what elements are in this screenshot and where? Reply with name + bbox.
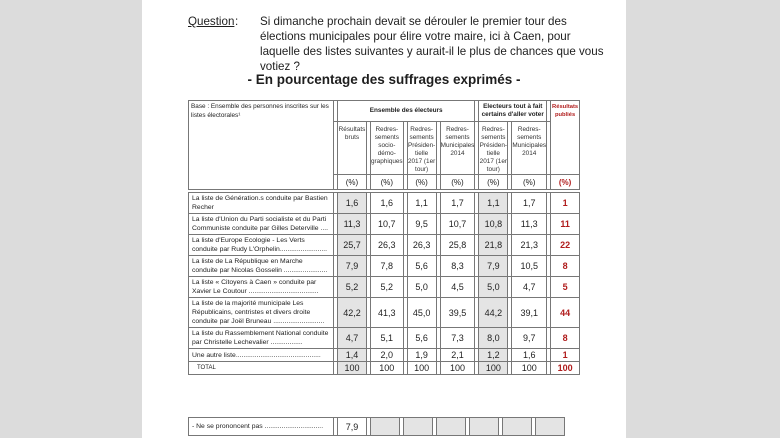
list-label: La liste de la majorité municipale Les Républicains, centristes et divers droite conduite par Joël Bruneau ...........................	[189, 298, 334, 328]
published-results-header: Résultats publiés	[551, 101, 580, 175]
value-cell: 5,0	[479, 277, 508, 298]
value-cell: 5,2	[338, 277, 367, 298]
percent-unit: (%)	[371, 175, 404, 190]
total-row	[189, 362, 580, 375]
value-cell: 100	[440, 362, 475, 375]
value-cell: 5,1	[371, 328, 404, 349]
percent-unit-published: (%)	[551, 175, 580, 190]
value-cell: 8,0	[479, 328, 508, 349]
results-table-body	[189, 101, 580, 375]
published-result: 44	[551, 298, 580, 328]
value-cell: 5,6	[407, 256, 436, 277]
empty-cell	[437, 418, 466, 436]
nsp-value: 7,9	[338, 418, 367, 436]
column-gap	[547, 122, 551, 175]
published-result: 100	[551, 362, 580, 375]
value-cell: 100	[479, 362, 508, 375]
list-label: Une autre liste.............................................	[189, 349, 334, 362]
value-cell: 1,6	[338, 193, 367, 214]
value-cell: 7,8	[371, 256, 404, 277]
empty-cell	[470, 418, 499, 436]
header-row-group	[189, 101, 580, 122]
value-cell: 1,2	[479, 349, 508, 362]
value-cell: 1,1	[407, 193, 436, 214]
question-text: Si dimanche prochain devait se dérouler le premier tour des élections municipales pour élire votre maire, ici à Caen, pour laquelle des listes suivantes y aurait-il le plus de chances que vous votiez ?	[260, 15, 604, 73]
percent-unit: (%)	[407, 175, 436, 190]
percent-unit: (%)	[440, 175, 475, 190]
list-label: La liste d'Europe Ecologie - Les Verts conduite par Rudy L'Orphelin.........................	[189, 235, 334, 256]
value-cell: 9,5	[407, 214, 436, 235]
list-label: La liste de Génération.s conduite par Bastien Recher	[189, 193, 334, 214]
value-cell: 2,0	[371, 349, 404, 362]
value-cell: 10,7	[371, 214, 404, 235]
value-cell: 26,3	[371, 235, 404, 256]
list-row	[189, 214, 580, 235]
value-cell: 25,8	[440, 235, 475, 256]
value-cell: 41,3	[371, 298, 404, 328]
list-row	[189, 256, 580, 277]
empty-cell	[371, 418, 400, 436]
list-row	[189, 193, 580, 214]
value-cell: 10,8	[479, 214, 508, 235]
value-cell: 39,5	[440, 298, 475, 328]
subheader-5: Redres-sements Municipales 2014	[512, 122, 547, 175]
nsp-table	[188, 417, 565, 436]
subtitle: - En pourcentage des suffrages exprimés -	[247, 72, 521, 87]
list-label: La liste d'Union du Parti socialiste et du Parti Communiste conduite par Gilles Deterville ....	[189, 214, 334, 235]
value-cell: 9,7	[512, 328, 547, 349]
question-colon: :	[235, 15, 239, 28]
subheader-0: Résultats bruts	[338, 122, 367, 175]
subheader-4: Redres-sements Présiden-tielle 2017 (1er tour)	[479, 122, 508, 175]
value-cell: 1,1	[479, 193, 508, 214]
percent-unit: (%)	[338, 175, 367, 190]
empty-cell	[404, 418, 433, 436]
percent-unit: (%)	[479, 175, 508, 190]
value-cell: 1,7	[512, 193, 547, 214]
document-page	[142, 0, 626, 438]
value-cell: 7,9	[338, 256, 367, 277]
value-cell: 1,6	[512, 349, 547, 362]
subheader-1: Redres-sements socio-démo-graphiques	[371, 122, 404, 175]
value-cell: 5,6	[407, 328, 436, 349]
value-cell: 25,7	[338, 235, 367, 256]
value-cell: 4,7	[338, 328, 367, 349]
value-cell: 26,3	[407, 235, 436, 256]
list-label: La liste du Rassemblement National conduite par Christelle Lechevalier .................	[189, 328, 334, 349]
nsp-table-body	[189, 418, 565, 436]
value-cell: 100	[407, 362, 436, 375]
value-cell: 1,7	[440, 193, 475, 214]
value-cell: 7,9	[479, 256, 508, 277]
published-result: 5	[551, 277, 580, 298]
value-cell: 10,7	[440, 214, 475, 235]
published-result: 22	[551, 235, 580, 256]
list-label: TOTAL	[189, 362, 334, 375]
value-cell: 1,4	[338, 349, 367, 362]
value-cell: 7,3	[440, 328, 475, 349]
value-cell: 10,5	[512, 256, 547, 277]
list-row	[189, 298, 580, 328]
value-cell: 8,3	[440, 256, 475, 277]
published-result: 8	[551, 256, 580, 277]
list-row	[189, 277, 580, 298]
value-cell: 21,8	[479, 235, 508, 256]
value-cell: 11,3	[338, 214, 367, 235]
list-label: La liste « Citoyens à Caen » conduite par Xavier Le Coutour .....................................	[189, 277, 334, 298]
list-label: La liste de La République en Marche conduite par Nicolas Gosselin .......................	[189, 256, 334, 277]
results-table	[188, 100, 580, 375]
published-result: 11	[551, 214, 580, 235]
value-cell: 100	[512, 362, 547, 375]
list-row	[189, 349, 580, 362]
nsp-label: - Ne se prononcent pas ...............................	[189, 418, 334, 436]
value-cell: 5,2	[371, 277, 404, 298]
value-cell: 2,1	[440, 349, 475, 362]
value-cell: 11,3	[512, 214, 547, 235]
question-label: Question	[188, 15, 235, 28]
value-cell: 100	[338, 362, 367, 375]
value-cell: 45,0	[407, 298, 436, 328]
list-row	[189, 235, 580, 256]
group-header-all-voters: Ensemble des électeurs	[338, 101, 475, 122]
base-note: Base : Ensemble des personnes inscrites sur les listes électorales¹	[189, 101, 334, 190]
nsp-row	[189, 418, 565, 436]
value-cell: 39,1	[512, 298, 547, 328]
value-cell: 5,0	[407, 277, 436, 298]
empty-cell	[536, 418, 565, 436]
value-cell: 4,5	[440, 277, 475, 298]
value-cell: 4,7	[512, 277, 547, 298]
value-cell: 1,9	[407, 349, 436, 362]
group-header-certain-voters: Electeurs tout à fait certains d'aller voter	[479, 101, 547, 122]
value-cell: 44,2	[479, 298, 508, 328]
value-cell: 1,6	[371, 193, 404, 214]
value-cell: 100	[371, 362, 404, 375]
value-cell: 21,3	[512, 235, 547, 256]
percent-unit: (%)	[512, 175, 547, 190]
published-result: 1	[551, 349, 580, 362]
empty-cell	[503, 418, 532, 436]
published-result: 8	[551, 328, 580, 349]
value-cell: 42,2	[338, 298, 367, 328]
subheader-2: Redres-sements Présiden-tielle 2017 (1er tour)	[407, 122, 436, 175]
subheader-3: Redres-sements Municipales 2014	[440, 122, 475, 175]
list-row	[189, 328, 580, 349]
published-result: 1	[551, 193, 580, 214]
